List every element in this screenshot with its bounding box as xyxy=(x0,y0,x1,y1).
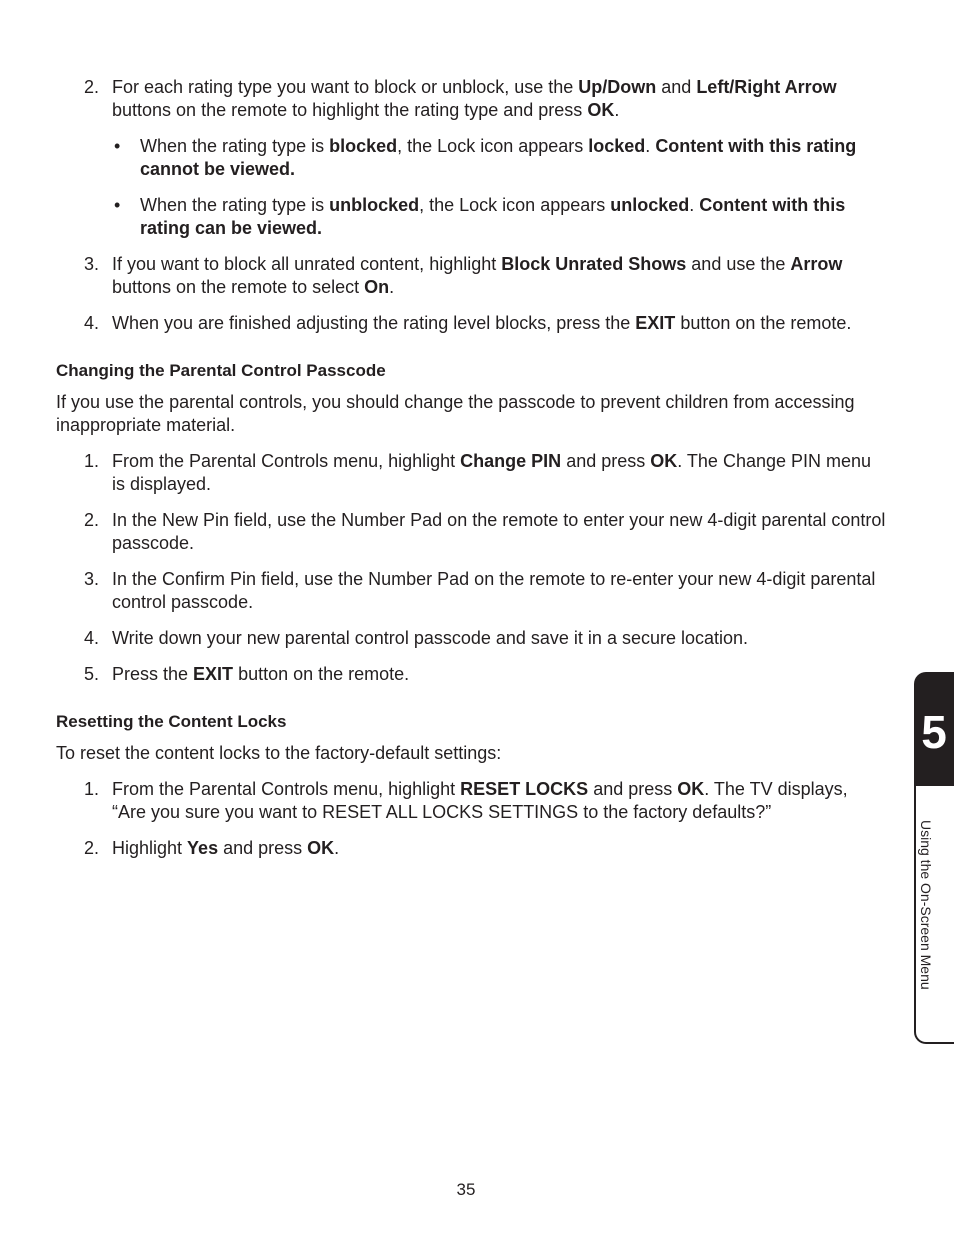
list-number: 2. xyxy=(84,77,100,97)
list-item-passcode-4: 4. Write down your new parental control passcode and save it in a secure location. xyxy=(84,628,749,648)
page-content xyxy=(56,76,886,873)
list-item-reset-1: 1. From the Parental Controls menu, highlight RESET LOCKS and press OK. The TV displays, “Are you sure you want to RESET ALL LOCKS SETTINGS to the factory defaults?” xyxy=(84,779,848,822)
list-item-passcode-2: 2. In the New Pin field, use the Number Pad on the remote to enter your new 4-digit parental control passcode. xyxy=(84,510,886,553)
section-intro-reset: To reset the content locks to the factory-default settings: xyxy=(56,743,502,763)
section-heading-passcode: Changing the Parental Control Passcode xyxy=(56,361,386,380)
list-item-step-4: 4. When you are finished adjusting the rating level blocks, press the EXIT button on the remote. xyxy=(84,313,852,333)
list-number: 3. xyxy=(84,569,100,589)
list-item-step-3: 3. If you want to block all unrated content, highlight Block Unrated Shows and use the Arrow buttons on the remote to select On. xyxy=(84,254,843,297)
bullet-blocked: • When the rating type is blocked, the Lock icon appears locked. Content with this rating cannot be viewed. xyxy=(114,136,857,179)
bullet-dot: • xyxy=(114,195,121,215)
section-intro-passcode: If you use the parental controls, you should change the passcode to prevent children from accessing inappropriate material. xyxy=(56,392,855,435)
bullet-unblocked: • When the rating type is unblocked, the Lock icon appears unlocked. Content with this rating can be viewed. xyxy=(114,195,846,238)
list-item-reset-2: 2. Highlight Yes and press OK. xyxy=(84,838,340,858)
list-number: 5. xyxy=(84,664,100,684)
chapter-number: 5 xyxy=(921,706,947,758)
list-number: 4. xyxy=(84,313,100,333)
chapter-label: Using the On-Screen Menu xyxy=(918,820,934,990)
page-number: 35 xyxy=(456,1180,476,1199)
bullet-dot: • xyxy=(114,136,121,156)
list-number: 3. xyxy=(84,254,100,274)
list-item-step-2: 2. For each rating type you want to block or unblock, use the Up/Down and Left/Right Arrow buttons on the remote to highlight the rating type and press OK. xyxy=(84,77,837,120)
list-number: 2. xyxy=(84,510,100,530)
section-heading-reset: Resetting the Content Locks xyxy=(56,712,287,731)
list-item-passcode-1: 1. From the Parental Controls menu, highlight Change PIN and press OK. The Change PIN menu is displayed. xyxy=(84,451,872,494)
list-number: 2. xyxy=(84,838,100,858)
list-item-passcode-5: 5. Press the EXIT button on the remote. xyxy=(84,664,410,684)
list-number: 1. xyxy=(84,451,100,471)
list-number: 4. xyxy=(84,628,100,648)
list-number: 1. xyxy=(84,779,100,799)
list-item-passcode-3: 3. In the Confirm Pin field, use the Number Pad on the remote to re-enter your new 4-digit parental control passcode. xyxy=(84,569,876,612)
